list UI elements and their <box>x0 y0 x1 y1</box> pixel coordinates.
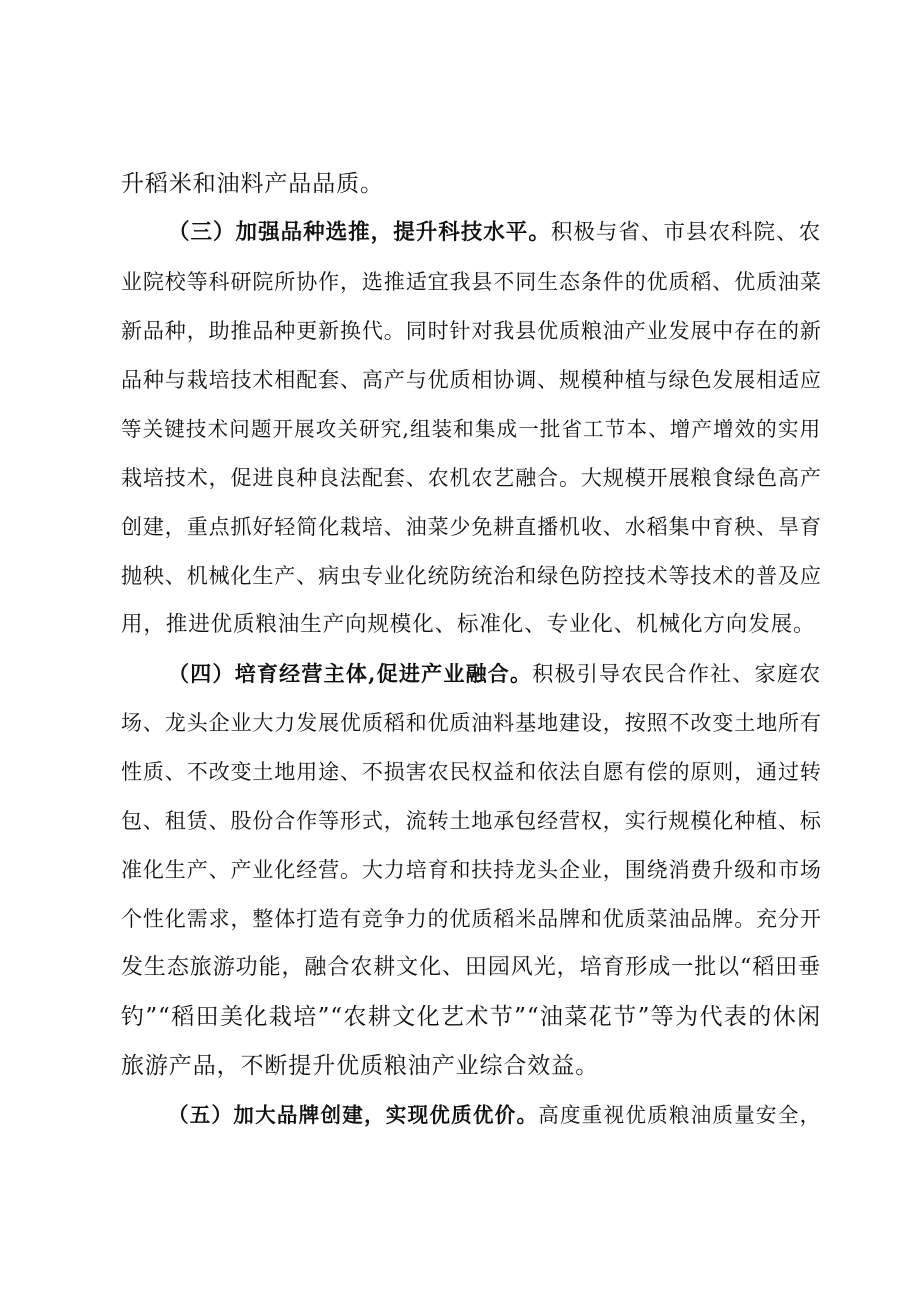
section-heading: （四）培育经营主体,促进产业融合。 <box>168 661 533 686</box>
text-line <box>121 168 821 200</box>
section-4-heading-line <box>168 658 821 690</box>
line-text: 新品种，助推品种更新换代。同时针对我县优质粮油产业发展中存在的新 <box>121 319 822 343</box>
line-text: 准化生产、产业化经营。大力培育和扶持龙头企业，围绕消费升级和市场 <box>121 858 822 882</box>
text-line <box>121 413 821 445</box>
text-line <box>121 854 821 886</box>
line-text: 积极引导农民合作社、家庭农 <box>532 662 821 686</box>
line-text: 创建，重点抓好轻简化栽培、油菜少免耕直播机收、水稻集中育秧、旱育 <box>121 515 822 539</box>
line-text: 栽培技术，促进良种良法配套、农机农艺融合。大规模开展粮食绿色高产 <box>121 466 822 490</box>
line-text: 业院校等科研院所协作，选推适宜我县不同生态条件的优质稻、优质油菜 <box>121 270 822 294</box>
line-text: 品种与栽培技术相配套、高产与优质相协调、规模种植与绿色发展相适应 <box>121 368 822 392</box>
line-text: 个性化需求，整体打造有竞争力的优质稻米品牌和优质菜油品牌。充分开 <box>121 907 822 931</box>
text-line <box>121 1050 821 1082</box>
text-line <box>121 952 821 984</box>
section-5-heading-line <box>168 1099 821 1131</box>
line-text: 性质、不改变土地用途、不损害农民权益和依法自愿有偿的原则，通过转 <box>121 760 822 784</box>
section-heading: （三）加强品种选推，提升科技水平。 <box>168 220 551 245</box>
text-line <box>121 903 821 935</box>
line-text: 发生态旅游功能，融合农耕文化、田园风光，培育形成一批以“稻田垂 <box>121 955 821 980</box>
text-line <box>121 364 821 396</box>
line-text: 场、龙头企业大力发展优质稻和优质油料基地建设，按照不改变土地所有 <box>121 711 822 735</box>
text-line <box>121 462 821 494</box>
line-text: 钓”“稻田美化栽培”“农耕文化艺术节”“油菜花节”等为代表的休闲 <box>121 1004 821 1030</box>
line-text: 高度重视优质粮油质量安全， <box>538 1103 821 1127</box>
text-line <box>121 1001 821 1033</box>
text-line <box>121 756 821 788</box>
line-text: 等关键技术问题开展攻关研究,组装和集成一批省工节本、增产增效的实用 <box>121 417 821 441</box>
line-text: 包、租赁、股份合作等形式，流转土地承包经营权，实行规模化种植、标 <box>121 809 822 833</box>
line-text: 抛秧、机械化生产、病虫专业化统防统治和绿色防控技术等技术的普及应 <box>121 564 822 588</box>
line-text: 用，推进优质粮油生产向规模化、标准化、专业化、机械化方向发展。 <box>121 612 816 637</box>
line-text: 升稻米和油料产品品质。 <box>121 171 384 197</box>
section-heading: （五）加大品牌创建，实现优质优价。 <box>168 1103 539 1127</box>
line-text: 积极与省、市县农科院、农 <box>550 220 821 245</box>
text-line <box>121 609 821 641</box>
text-line <box>121 707 821 739</box>
text-line <box>121 266 821 298</box>
text-line <box>121 315 821 347</box>
section-3-heading-line <box>168 217 821 249</box>
text-line <box>121 805 821 837</box>
text-line <box>121 560 821 592</box>
line-text: 旅游产品，不断提升优质粮油产业综合效益。 <box>121 1053 599 1079</box>
text-line <box>121 511 821 543</box>
